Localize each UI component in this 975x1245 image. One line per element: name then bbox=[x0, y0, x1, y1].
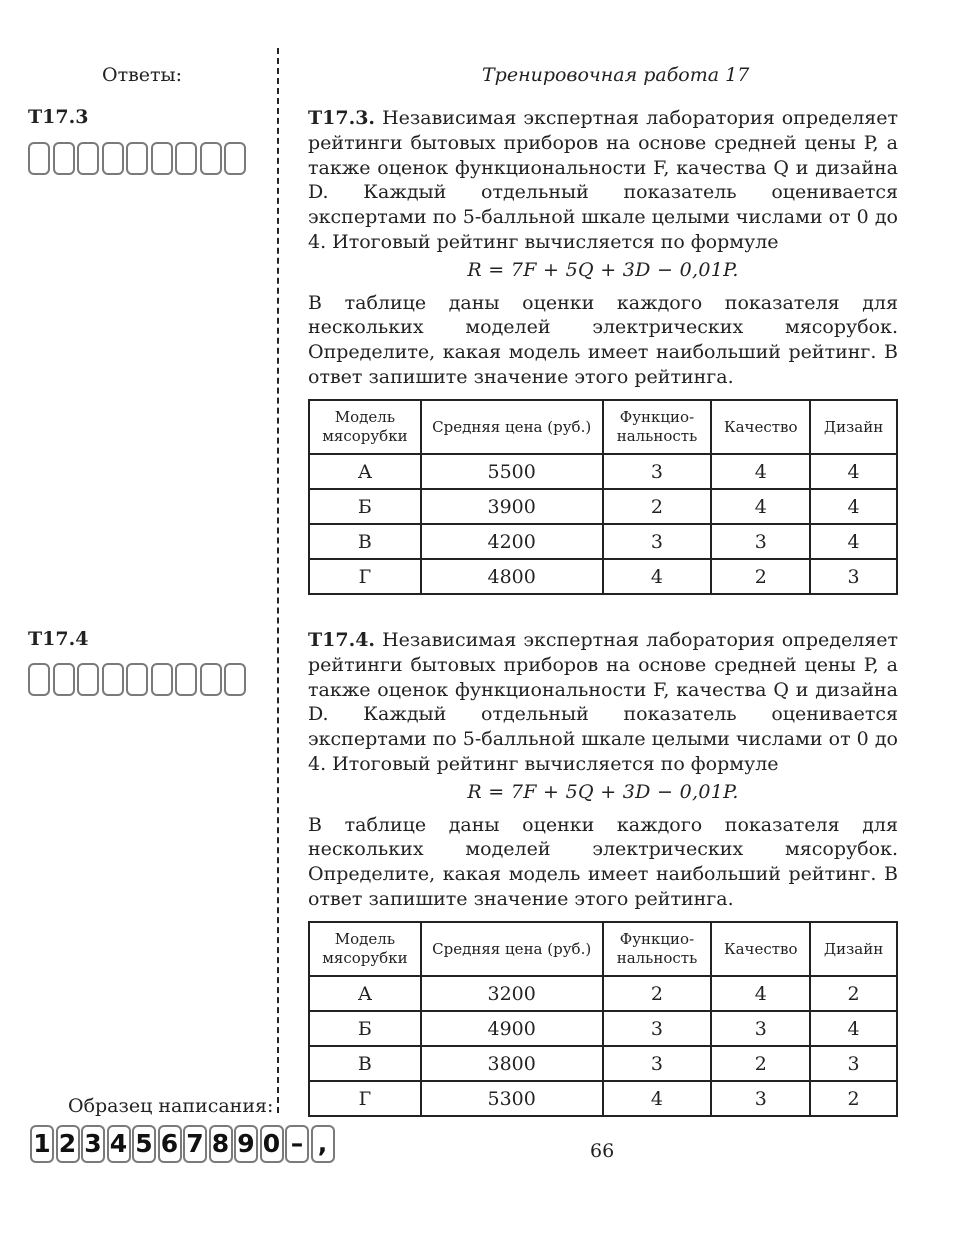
answer-box[interactable] bbox=[224, 142, 246, 175]
table-cell: 3900 bbox=[421, 489, 603, 524]
answer-box[interactable] bbox=[53, 142, 75, 175]
table-header: Качество bbox=[711, 400, 810, 454]
task-t17-3 bbox=[308, 106, 898, 390]
table-cell: 3 bbox=[810, 559, 897, 594]
task-number: T17.4. bbox=[308, 629, 376, 651]
sample-boxes bbox=[30, 1125, 336, 1163]
sample-char: , bbox=[311, 1125, 335, 1163]
table-cell: 2 bbox=[711, 1046, 810, 1081]
table-cell: 3800 bbox=[421, 1046, 603, 1081]
table-cell: 3 bbox=[711, 524, 810, 559]
table-cell: 2 bbox=[603, 489, 712, 524]
table-cell: 3 bbox=[603, 1046, 712, 1081]
answer-box[interactable] bbox=[53, 663, 75, 696]
answer-box[interactable] bbox=[151, 142, 173, 175]
table-cell: 5500 bbox=[421, 454, 603, 489]
answer-box[interactable] bbox=[151, 663, 173, 696]
answer-box[interactable] bbox=[126, 142, 148, 175]
answer-box[interactable] bbox=[28, 663, 50, 696]
task-number: T17.3. bbox=[308, 107, 376, 129]
sample-char: 9 bbox=[234, 1125, 258, 1163]
table-cell: Б bbox=[309, 489, 421, 524]
table-header: Модель мясорубки bbox=[309, 400, 421, 454]
table-cell: Б bbox=[309, 1011, 421, 1046]
scores-table-t17-3 bbox=[308, 399, 898, 595]
sample-char: 4 bbox=[107, 1125, 131, 1163]
table-cell: 2 bbox=[810, 976, 897, 1011]
task-text-question: В таблице даны оценки каждого показателя для нескольких моделей электрических мясорубок. Определите, какая модель имеет наибольший рейтинг. В ответ запишите значение этого рейтинга. bbox=[308, 813, 898, 910]
scores-table-t17-4 bbox=[308, 921, 898, 1117]
table-cell: 3 bbox=[603, 524, 712, 559]
sample-char: 0 bbox=[260, 1125, 284, 1163]
answer-boxes-t17-4[interactable] bbox=[28, 663, 249, 696]
table-cell: 4 bbox=[603, 559, 712, 594]
table-row bbox=[309, 1081, 897, 1116]
table-row bbox=[309, 524, 897, 559]
table-cell: 4 bbox=[810, 489, 897, 524]
task-text-intro bbox=[308, 628, 898, 777]
table-header: Функцио-нальность bbox=[603, 922, 712, 976]
table-cell: 4 bbox=[810, 524, 897, 559]
answer-box[interactable] bbox=[102, 663, 124, 696]
sample-label: Образец написания: bbox=[68, 1095, 274, 1117]
dashed-divider bbox=[277, 48, 279, 1113]
table-cell: 4 bbox=[810, 454, 897, 489]
answer-box[interactable] bbox=[175, 663, 197, 696]
task-t17-4 bbox=[308, 628, 898, 912]
table-header: Средняя цена (руб.) bbox=[421, 400, 603, 454]
table-cell: 4200 bbox=[421, 524, 603, 559]
table-header: Модель мясорубки bbox=[309, 922, 421, 976]
table-cell: 2 bbox=[711, 559, 810, 594]
sample-char: 1 bbox=[30, 1125, 54, 1163]
table-header: Функцио-нальность bbox=[603, 400, 712, 454]
answer-box[interactable] bbox=[102, 142, 124, 175]
table-cell: 4800 bbox=[421, 559, 603, 594]
table-cell: 2 bbox=[603, 976, 712, 1011]
sample-char: 8 bbox=[209, 1125, 233, 1163]
answer-box[interactable] bbox=[77, 663, 99, 696]
answers-column bbox=[0, 0, 328, 1245]
table-row bbox=[309, 559, 897, 594]
table-header: Дизайн bbox=[810, 400, 897, 454]
table-cell: В bbox=[309, 1046, 421, 1081]
table-cell: 3 bbox=[603, 1011, 712, 1046]
sample-char: 6 bbox=[158, 1125, 182, 1163]
table-row bbox=[309, 1046, 897, 1081]
task-text-question: В таблице даны оценки каждого показателя для нескольких моделей электрических мясорубок. Определите, какая модель имеет наибольший рейтинг. В ответ запишите значение этого рейтинга. bbox=[308, 291, 898, 388]
task-text: Независимая экспертная лаборатория определяет рейтинги бытовых приборов на основе средней цены P, а также оценок функциональности F, качества Q и дизайна D. Каждый отдельный показатель оценивается экспертами по 5-балльной шкале целыми числами от 0 до 4. Итоговый рейтинг вычисляется по формуле bbox=[308, 629, 899, 775]
answers-label: Ответы: bbox=[102, 64, 183, 86]
table-header: Дизайн bbox=[810, 922, 897, 976]
table-cell: А bbox=[309, 454, 421, 489]
answer-label-t17-4: T17.4 bbox=[28, 628, 89, 650]
formula: R = 7F + 5Q + 3D − 0,01P. bbox=[467, 258, 739, 281]
page-title: Тренировочная работа 17 bbox=[482, 64, 750, 86]
table-cell: А bbox=[309, 976, 421, 1011]
formula: R = 7F + 5Q + 3D − 0,01P. bbox=[467, 780, 739, 803]
page-number: 66 bbox=[590, 1140, 615, 1162]
sample-char: 2 bbox=[56, 1125, 80, 1163]
sample-char: 3 bbox=[81, 1125, 105, 1163]
answer-label-t17-3: T17.3 bbox=[28, 106, 89, 128]
table-row bbox=[309, 976, 897, 1011]
table-header: Качество bbox=[711, 922, 810, 976]
task-text: Независимая экспертная лаборатория определяет рейтинги бытовых приборов на основе средней цены P, а также оценок функциональности F, качества Q и дизайна D. Каждый отдельный показатель оценивается экспертами по 5-балльной шкале целыми числами от 0 до 4. Итоговый рейтинг вычисляется по формуле bbox=[308, 107, 899, 253]
answer-box[interactable] bbox=[224, 663, 246, 696]
answer-box[interactable] bbox=[175, 142, 197, 175]
table-cell: Г bbox=[309, 559, 421, 594]
table-header-row bbox=[309, 400, 897, 454]
answer-box[interactable] bbox=[200, 663, 222, 696]
answer-box[interactable] bbox=[126, 663, 148, 696]
table-cell: 3 bbox=[603, 454, 712, 489]
sample-char: 7 bbox=[183, 1125, 207, 1163]
table-cell: 3 bbox=[810, 1046, 897, 1081]
table-cell: 5300 bbox=[421, 1081, 603, 1116]
sample-char: 5 bbox=[132, 1125, 156, 1163]
table-cell: 4 bbox=[810, 1011, 897, 1046]
answer-box[interactable] bbox=[200, 142, 222, 175]
table-row bbox=[309, 454, 897, 489]
answer-box[interactable] bbox=[77, 142, 99, 175]
answer-boxes-t17-3[interactable] bbox=[28, 142, 249, 175]
table-cell: 4 bbox=[603, 1081, 712, 1116]
table-cell: 4 bbox=[711, 454, 810, 489]
table-cell: В bbox=[309, 524, 421, 559]
table-cell: 3 bbox=[711, 1081, 810, 1116]
table-cell: 4 bbox=[711, 976, 810, 1011]
task-text-intro bbox=[308, 106, 898, 255]
sample-char: – bbox=[285, 1125, 309, 1163]
table-cell: 4 bbox=[711, 489, 810, 524]
table-cell: 3200 bbox=[421, 976, 603, 1011]
table-row bbox=[309, 1011, 897, 1046]
table-header-row bbox=[309, 922, 897, 976]
table-cell: 3 bbox=[711, 1011, 810, 1046]
table-cell: 2 bbox=[810, 1081, 897, 1116]
table-row bbox=[309, 489, 897, 524]
answer-box[interactable] bbox=[28, 142, 50, 175]
table-header: Средняя цена (руб.) bbox=[421, 922, 603, 976]
table-cell: Г bbox=[309, 1081, 421, 1116]
table-cell: 4900 bbox=[421, 1011, 603, 1046]
